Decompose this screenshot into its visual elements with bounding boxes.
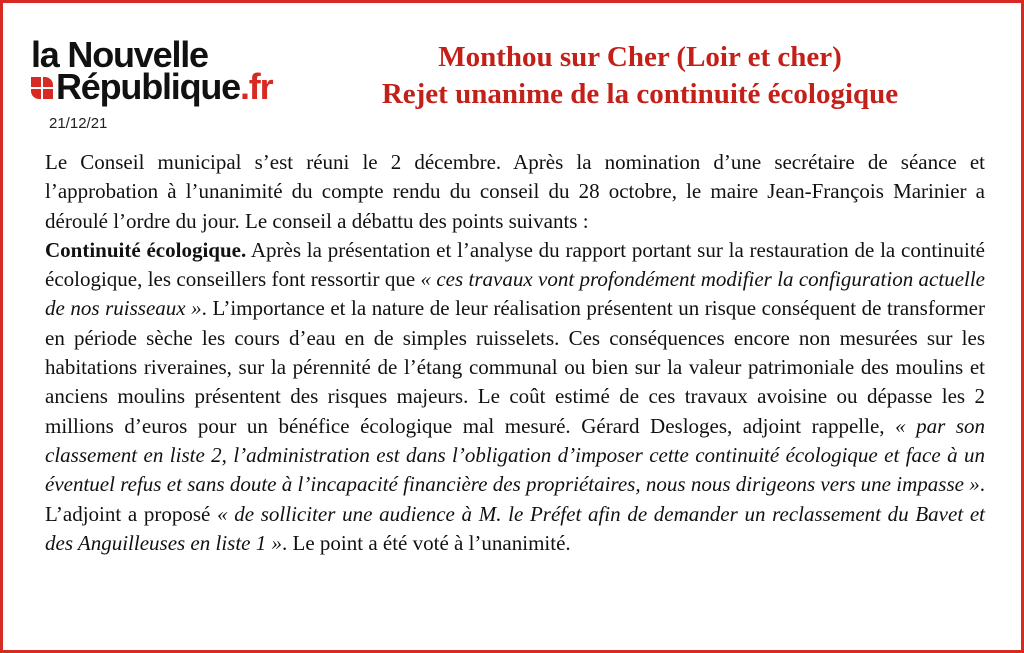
publication-date: 21/12/21 bbox=[49, 115, 108, 132]
section-heading: Continuité écologique. bbox=[45, 237, 247, 262]
logo-tld: .fr bbox=[240, 66, 273, 107]
article-text: . Le point a été voté à l’unanimité. bbox=[282, 530, 571, 555]
logo-line2 bbox=[31, 66, 273, 107]
logo-mark-icon bbox=[31, 77, 53, 99]
article-paragraph-intro: Le Conseil municipal s’est réuni le 2 décembre. Après la nomination d’une secrétaire de séance et l’approbation à l’unanimité du compte rendu du conseil du 28 octobre, le maire Jean-François Marinier a déroulé l’ordre du jour. Le conseil a débattu des points suivants : bbox=[45, 150, 985, 233]
quote-3: « de solliciter une audience à M. le Préfet afin de demander un reclassement du Bavet et des Anguilleuses en liste 1 » bbox=[45, 501, 985, 555]
logo-name: République bbox=[56, 66, 240, 107]
article-text: . L’adjoint a proposé bbox=[45, 472, 985, 526]
title-line1: Monthou sur Cher (Loir et cher) bbox=[438, 41, 842, 73]
logo-line1: la Nouvelle bbox=[31, 34, 208, 75]
article-body bbox=[45, 148, 985, 558]
quote-2: « par son classement en liste 2, l’administration est dans l’obligation d’imposer cette continuité écologique et face à un éventuel refus et sans doute à l’incapacité financière des propriétaires, nous nous dirigeons vers une impasse » bbox=[45, 413, 985, 497]
newspaper-logo bbox=[31, 34, 273, 107]
article-title bbox=[303, 39, 977, 113]
title-line2: Rejet unanime de la continuité écologique bbox=[381, 78, 899, 110]
quote-1: « ces travaux vont profondément modifier la configuration actuelle de nos ruisseaux » bbox=[45, 267, 986, 321]
article-text: Après la présentation et l’analyse du rapport portant sur la restauration de la continuité écologique, les conseillers font ressortir que bbox=[45, 237, 986, 292]
article-text: . L’importance et la nature de leur réalisation présentent un risque conséquent de transformer en période sèche les cours d’eau en de simples ruisselets. Ces conséquences encore non mesurées sur les habitations riveraines, sur la pérennité de l’étang communal ou bien sur la valeur patrimoniale des moulins et anciens moulins présentent des risques majeurs. Le coût estimé de ces travaux avoisine ou dépasse les 2 millions d’euros pour un bénéfice écologique mal mesuré. Gérard Desloges, adjoint rappelle, bbox=[45, 296, 985, 438]
